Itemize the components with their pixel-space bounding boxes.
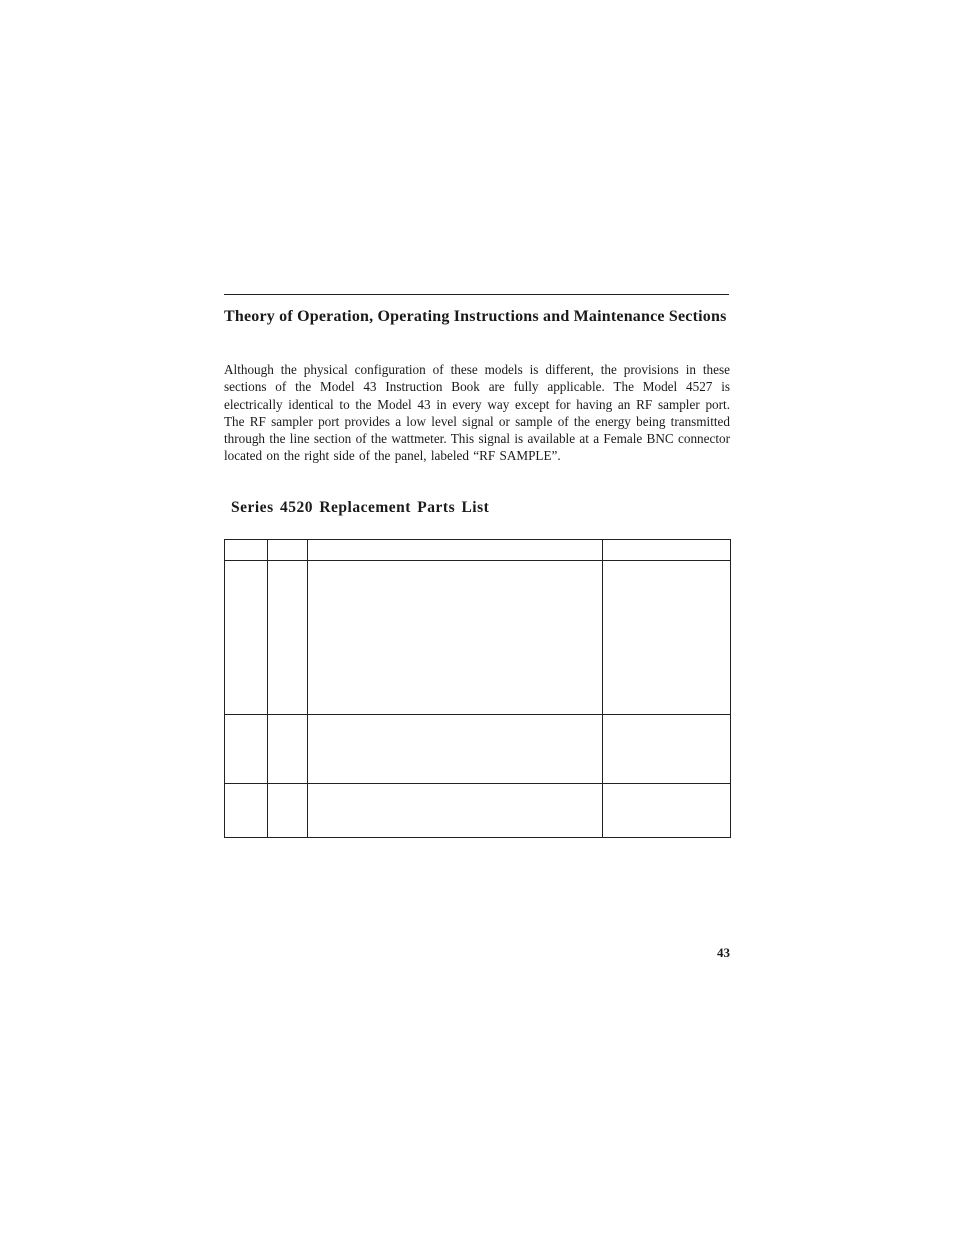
- table-cell-ref: [225, 561, 268, 715]
- page-number: 43: [717, 945, 730, 960]
- table-cell-ref: [225, 540, 268, 561]
- section-paragraph: Although the physical configuration of these models is different, the provisions in these sections of the Model 43 Instruction Book are fully applicable. The Model 4527 is electrically identical to the Model 43 in every way except for having an RF sampler port. The RF sampler port provides a low level signal or sample of the energy being transmitted through the line section of the wattmeter. This signal is available at a Female BNC connector located on the right side of the panel, labeled “RF SAMPLE”.: [224, 362, 730, 464]
- table-cell-description: [308, 715, 603, 784]
- table-cell-part-number: [603, 715, 731, 784]
- table-cell-qty: [268, 561, 308, 715]
- table-row: [225, 715, 731, 784]
- table-cell-part-number: [603, 784, 731, 838]
- table-cell-ref: [225, 784, 268, 838]
- table-header-row: [225, 540, 731, 561]
- table-cell-description: [308, 540, 603, 561]
- table-cell-ref: [225, 715, 268, 784]
- section-heading: Theory of Operation, Operating Instructions and Maintenance Sections: [224, 308, 727, 325]
- table-cell-qty: [268, 540, 308, 561]
- table-row: [225, 561, 731, 715]
- parts-list-title: Series 4520 Replacement Parts List: [231, 499, 490, 516]
- table-row: [225, 784, 731, 838]
- table-cell-part-number: [603, 561, 731, 715]
- table-cell-part-number: [603, 540, 731, 561]
- top-rule: [224, 294, 729, 295]
- parts-list-table: [224, 539, 731, 838]
- table-cell-qty: [268, 784, 308, 838]
- table-cell-qty: [268, 715, 308, 784]
- table-cell-description: [308, 561, 603, 715]
- table-cell-description: [308, 784, 603, 838]
